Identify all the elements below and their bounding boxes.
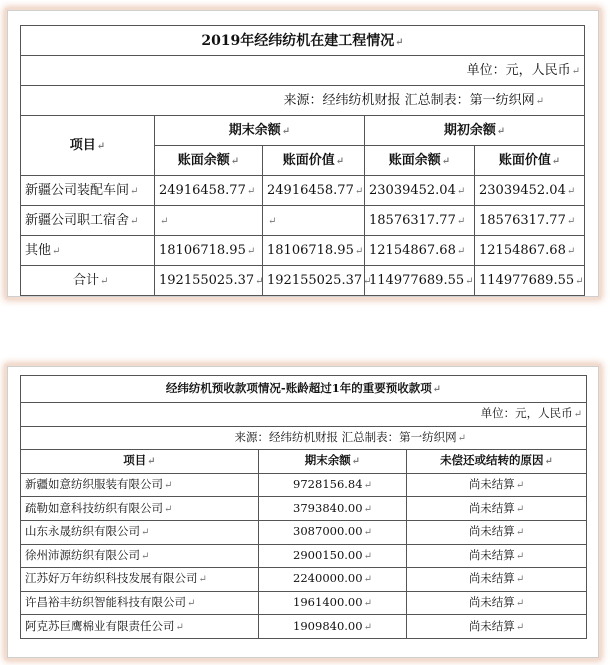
return-mark: ↵ xyxy=(456,246,466,257)
reason-cell: 尚未结算↵ xyxy=(407,520,587,544)
return-mark: ↵ xyxy=(566,216,576,227)
return-mark: ↵ xyxy=(281,126,291,137)
end-value-cell xyxy=(263,206,365,236)
amount-cell: 2240000.00↵ xyxy=(259,568,407,592)
return-mark: ↵ xyxy=(496,126,506,137)
return-mark: ↵ xyxy=(465,276,474,287)
company-name: 疏勒如意科技纺织有限公司↵ xyxy=(21,497,259,521)
return-mark: ↵ xyxy=(551,156,561,167)
return-mark: ↵ xyxy=(515,527,525,539)
amount-cell: 3793840.00↵ xyxy=(259,497,407,521)
return-mark: ↵ xyxy=(100,276,109,287)
return-mark: ↵ xyxy=(566,186,576,197)
table-row xyxy=(21,497,587,521)
row-name: 其他↵ xyxy=(21,236,155,266)
end-value-cell: 18106718.95↵ xyxy=(263,236,365,266)
begin-balance-cell: 18576317.77↵ xyxy=(365,206,475,236)
construction-in-progress-card xyxy=(7,10,599,297)
table-title: 2019年经纬纺机在建工程情况 xyxy=(201,32,395,49)
return-mark: ↵ xyxy=(363,574,372,586)
return-mark: ↵ xyxy=(363,621,372,633)
return-mark: ↵ xyxy=(141,527,150,539)
return-mark: ↵ xyxy=(335,156,345,167)
return-mark: ↵ xyxy=(515,598,525,610)
header-row xyxy=(21,450,587,474)
table-row xyxy=(21,568,587,592)
amount-cell: 1961400.00↵ xyxy=(259,591,407,615)
return-mark: ↵ xyxy=(363,598,372,610)
table-row xyxy=(21,615,587,639)
end-value-cell: 192155025.37↵ xyxy=(263,266,365,296)
header-end-balance: 期末余额↵ xyxy=(259,450,407,474)
return-mark: ↵ xyxy=(363,480,372,492)
source-label: 来源：经纬纺机财报 汇总制表：第一纺织网 xyxy=(234,429,457,444)
begin-balance-cell: 12154867.68↵ xyxy=(365,236,475,266)
advance-receipts-table xyxy=(20,375,587,639)
header-end-group: 期末余额↵ xyxy=(155,116,365,146)
header-row-1 xyxy=(21,116,585,146)
table-title: 经纬纺机预收款项情况-账龄超过1年的重要预收款项 xyxy=(165,381,432,395)
return-mark: ↵ xyxy=(354,246,364,257)
end-balance-cell: 192155025.37↵ xyxy=(155,266,263,296)
header-item: 项目↵ xyxy=(21,116,155,176)
return-mark: ↵ xyxy=(571,66,581,77)
return-mark: ↵ xyxy=(160,216,169,227)
return-mark: ↵ xyxy=(130,216,139,227)
reason-cell: 尚未结算↵ xyxy=(407,497,587,521)
return-mark: ↵ xyxy=(52,246,61,257)
return-mark: ↵ xyxy=(164,503,173,515)
construction-in-progress-table xyxy=(20,25,585,296)
header-end-book-value: 账面价值↵ xyxy=(263,146,365,176)
total-row xyxy=(21,266,585,296)
return-mark: ↵ xyxy=(457,432,467,444)
return-mark: ↵ xyxy=(147,456,156,468)
amount-cell: 3087000.00↵ xyxy=(259,520,407,544)
return-mark: ↵ xyxy=(354,186,364,197)
amount-cell: 1909840.00↵ xyxy=(259,615,407,639)
table-row xyxy=(21,591,587,615)
reason-cell: 尚未结算↵ xyxy=(407,591,587,615)
company-name: 徐州沛源纺织有限公司↵ xyxy=(21,544,259,568)
return-mark: ↵ xyxy=(268,216,277,227)
header-begin-group: 期初余额↵ xyxy=(365,116,585,146)
unit-row xyxy=(21,56,585,86)
return-mark: ↵ xyxy=(515,503,525,515)
return-mark: ↵ xyxy=(363,503,372,515)
return-mark: ↵ xyxy=(544,456,553,468)
source-row xyxy=(21,86,585,116)
table-row xyxy=(21,544,587,568)
return-mark: ↵ xyxy=(432,384,442,395)
unit-row xyxy=(21,403,587,427)
return-mark: ↵ xyxy=(363,276,372,287)
source-label: 来源：经纬纺机财报 汇总制表：第一纺织网 xyxy=(283,93,535,108)
amount-cell: 2900150.00↵ xyxy=(259,544,407,568)
header-begin-book-balance: 账面余额↵ xyxy=(365,146,475,176)
reason-cell: 尚未结算↵ xyxy=(407,544,587,568)
return-mark: ↵ xyxy=(130,186,139,197)
end-balance-cell: 18106718.95↵ xyxy=(155,236,263,266)
return-mark: ↵ xyxy=(246,186,256,197)
return-mark: ↵ xyxy=(515,621,525,633)
table-row xyxy=(21,236,585,266)
header-reason: 未偿还或结转的原因↵ xyxy=(407,450,587,474)
return-mark: ↵ xyxy=(363,527,372,539)
unit-label: 单位：元，人民币 xyxy=(480,406,573,421)
begin-value-cell: 23039452.04↵ xyxy=(475,176,585,206)
return-mark: ↵ xyxy=(575,276,584,287)
end-balance-cell: 24916458.77↵ xyxy=(155,176,263,206)
return-mark: ↵ xyxy=(456,186,466,197)
return-mark: ↵ xyxy=(246,246,256,257)
begin-value-cell: 114977689.55↵ xyxy=(475,266,585,296)
return-mark: ↵ xyxy=(198,574,207,586)
return-mark: ↵ xyxy=(141,550,150,562)
reason-cell: 尚未结算↵ xyxy=(407,615,587,639)
table-row xyxy=(21,520,587,544)
return-mark: ↵ xyxy=(441,156,451,167)
begin-balance-cell: 114977689.55↵ xyxy=(365,266,475,296)
return-mark: ↵ xyxy=(456,216,466,227)
return-mark: ↵ xyxy=(566,246,576,257)
return-mark: ↵ xyxy=(515,574,525,586)
begin-balance-cell: 23039452.04↵ xyxy=(365,176,475,206)
return-mark: ↵ xyxy=(175,621,184,633)
header-item: 项目↵ xyxy=(21,450,259,474)
return-mark: ↵ xyxy=(395,36,404,48)
return-mark: ↵ xyxy=(230,156,240,167)
table-row xyxy=(21,206,585,236)
return-mark: ↵ xyxy=(363,550,372,562)
reason-cell: 尚未结算↵ xyxy=(407,473,587,497)
return-mark: ↵ xyxy=(96,141,106,152)
return-mark: ↵ xyxy=(164,480,173,492)
return-mark: ↵ xyxy=(255,276,264,287)
return-mark: ↵ xyxy=(351,456,361,468)
begin-value-cell: 12154867.68↵ xyxy=(475,236,585,266)
end-value-cell: 24916458.77↵ xyxy=(263,176,365,206)
advance-receipts-card xyxy=(7,366,599,658)
table-title-row xyxy=(21,26,585,56)
company-name: 阿克苏巨鹰棉业有限责任公司↵ xyxy=(21,615,259,639)
header-end-book-balance: 账面余额↵ xyxy=(155,146,263,176)
company-name: 新疆如意纺织服装有限公司↵ xyxy=(21,473,259,497)
company-name: 山东永晟纺织有限公司↵ xyxy=(21,520,259,544)
reason-cell: 尚未结算↵ xyxy=(407,568,587,592)
return-mark: ↵ xyxy=(535,96,545,107)
begin-value-cell: 18576317.77↵ xyxy=(475,206,585,236)
end-balance-cell xyxy=(155,206,263,236)
return-mark: ↵ xyxy=(515,480,525,492)
header-begin-book-value: 账面价值↵ xyxy=(475,146,585,176)
table-row xyxy=(21,473,587,497)
source-row xyxy=(21,426,587,450)
row-name: 新疆公司职工宿舍↵ xyxy=(21,206,155,236)
row-name: 新疆公司装配车间↵ xyxy=(21,176,155,206)
return-mark: ↵ xyxy=(573,409,583,421)
return-mark: ↵ xyxy=(187,598,196,610)
company-name: 许昌裕丰纺织智能科技有限公司↵ xyxy=(21,591,259,615)
return-mark: ↵ xyxy=(515,550,525,562)
table-title-row xyxy=(21,376,587,403)
row-name: 合计↵ xyxy=(21,266,155,296)
unit-label: 单位：元，人民币 xyxy=(466,63,571,78)
amount-cell: 9728156.84↵ xyxy=(259,473,407,497)
table-row xyxy=(21,176,585,206)
company-name: 江苏好万年纺织科技发展有限公司↵ xyxy=(21,568,259,592)
